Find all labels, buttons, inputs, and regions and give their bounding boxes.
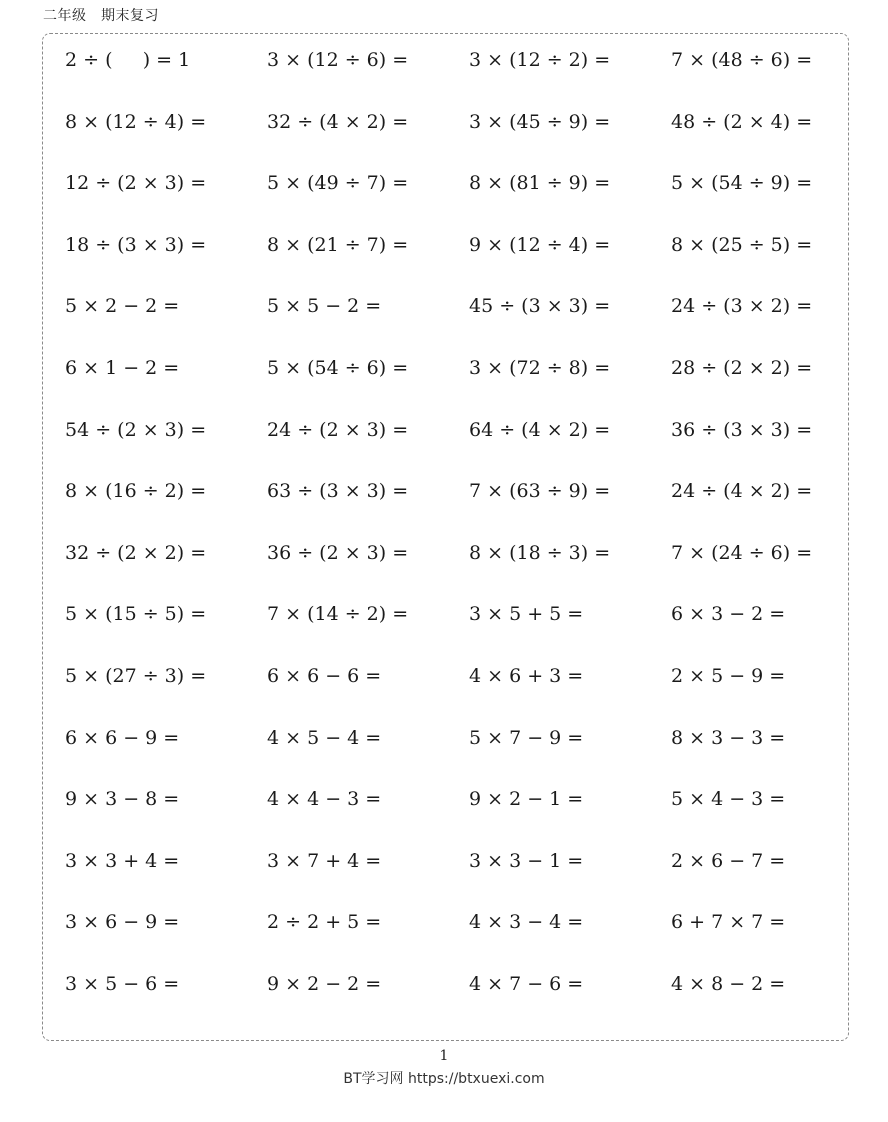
math-problem: 9 × (12 ÷ 4) = [469, 233, 611, 256]
math-problem: 3 × 3 + 4 = [65, 849, 180, 872]
math-problem: 3 × (72 ÷ 8) = [469, 356, 611, 379]
math-problem: 7 × (24 ÷ 6) = [671, 541, 813, 564]
math-problem: 64 ÷ (4 × 2) = [469, 418, 611, 441]
math-problem: 5 × (27 ÷ 3) = [65, 664, 207, 687]
math-problem: 36 ÷ (2 × 3) = [267, 541, 409, 564]
math-problem: 8 × (18 ÷ 3) = [469, 541, 611, 564]
math-problem: 4 × 8 − 2 = [671, 972, 786, 995]
math-problem: 6 × 6 − 9 = [65, 726, 180, 749]
math-problem: 3 × 7 + 4 = [267, 849, 382, 872]
math-problem: 24 ÷ (3 × 2) = [671, 295, 813, 318]
math-problem: 4 × 4 − 3 = [267, 788, 382, 811]
math-problem: 3 × 5 − 6 = [65, 972, 180, 995]
math-problem: 32 ÷ (4 × 2) = [267, 110, 409, 133]
page-number: 1 [439, 1048, 449, 1064]
math-problem: 48 ÷ (2 × 4) = [671, 110, 813, 133]
math-problem: 24 ÷ (2 × 3) = [267, 418, 409, 441]
math-problem: 36 ÷ (3 × 3) = [671, 418, 813, 441]
math-problem: 6 + 7 × 7 = [671, 911, 786, 934]
worksheet-border [42, 33, 849, 1041]
math-problem: 6 × 3 − 2 = [671, 603, 786, 626]
watermark-text: BT学习网 https://btxuexi.com [343, 1071, 545, 1087]
math-problem: 3 × (12 ÷ 2) = [469, 49, 611, 71]
math-problem: 5 × (49 ÷ 7) = [267, 172, 409, 195]
math-problem: 4 × 5 − 4 = [267, 726, 382, 749]
math-problem: 5 × 4 − 3 = [671, 788, 786, 811]
math-problem: 2 × 5 − 9 = [671, 664, 786, 687]
math-problem: 3 × (45 ÷ 9) = [469, 110, 611, 133]
math-problem: 9 × 3 − 8 = [65, 788, 180, 811]
math-problem: 5 × 7 − 9 = [469, 726, 584, 749]
math-problem: 63 ÷ (3 × 3) = [267, 480, 409, 503]
math-problem: 12 ÷ (2 × 3) = [65, 172, 207, 195]
math-problem: 5 × 2 − 2 = [65, 295, 180, 318]
math-problem: 8 × (16 ÷ 2) = [65, 480, 207, 503]
math-problem: 2 ÷ 2 + 5 = [267, 911, 382, 934]
math-problem: 24 ÷ (4 × 2) = [671, 480, 813, 503]
math-problem: 8 × (81 ÷ 9) = [469, 172, 611, 195]
math-problem: 5 × 5 − 2 = [267, 295, 382, 318]
math-problem: 6 × 1 − 2 = [65, 356, 180, 379]
math-problem: 5 × (15 ÷ 5) = [65, 603, 207, 626]
math-problem: 6 × 6 − 6 = [267, 664, 382, 687]
math-problem: 4 × 7 − 6 = [469, 972, 584, 995]
math-problem: 45 ÷ (3 × 3) = [469, 295, 611, 318]
math-problem: 4 × 3 − 4 = [469, 911, 584, 934]
math-problem: 3 × 3 − 1 = [469, 849, 584, 872]
math-problem: 54 ÷ (2 × 3) = [65, 418, 207, 441]
math-problem: 18 ÷ (3 × 3) = [65, 233, 207, 256]
math-problem: 3 × 6 − 9 = [65, 911, 180, 934]
worksheet-title: 二年级 期末复习 [43, 8, 159, 24]
math-problem: 7 × (63 ÷ 9) = [469, 480, 611, 503]
math-problem: 28 ÷ (2 × 2) = [671, 356, 813, 379]
math-problem: 3 × 5 + 5 = [469, 603, 584, 626]
math-problem: 2 × 6 − 7 = [671, 849, 786, 872]
math-problem: 9 × 2 − 1 = [469, 788, 584, 811]
problem-grid [65, 45, 845, 1031]
math-problem: 5 × (54 ÷ 9) = [671, 172, 813, 195]
math-problem: 7 × (48 ÷ 6) = [671, 49, 813, 71]
math-problem: 7 × (14 ÷ 2) = [267, 603, 409, 626]
math-problem: 32 ÷ (2 × 2) = [65, 541, 207, 564]
math-problem: 5 × (54 ÷ 6) = [267, 356, 409, 379]
math-problem: 8 × (21 ÷ 7) = [267, 233, 409, 256]
math-problem: 3 × (12 ÷ 6) = [267, 49, 409, 71]
math-problem: 8 × (25 ÷ 5) = [671, 233, 813, 256]
math-problem: 8 × 3 − 3 = [671, 726, 786, 749]
math-problem: 9 × 2 − 2 = [267, 972, 382, 995]
math-problem: 8 × (12 ÷ 4) = [65, 110, 207, 133]
math-problem: 2 ÷ ( ) = 1 [65, 49, 191, 71]
math-problem: 4 × 6 + 3 = [469, 664, 584, 687]
